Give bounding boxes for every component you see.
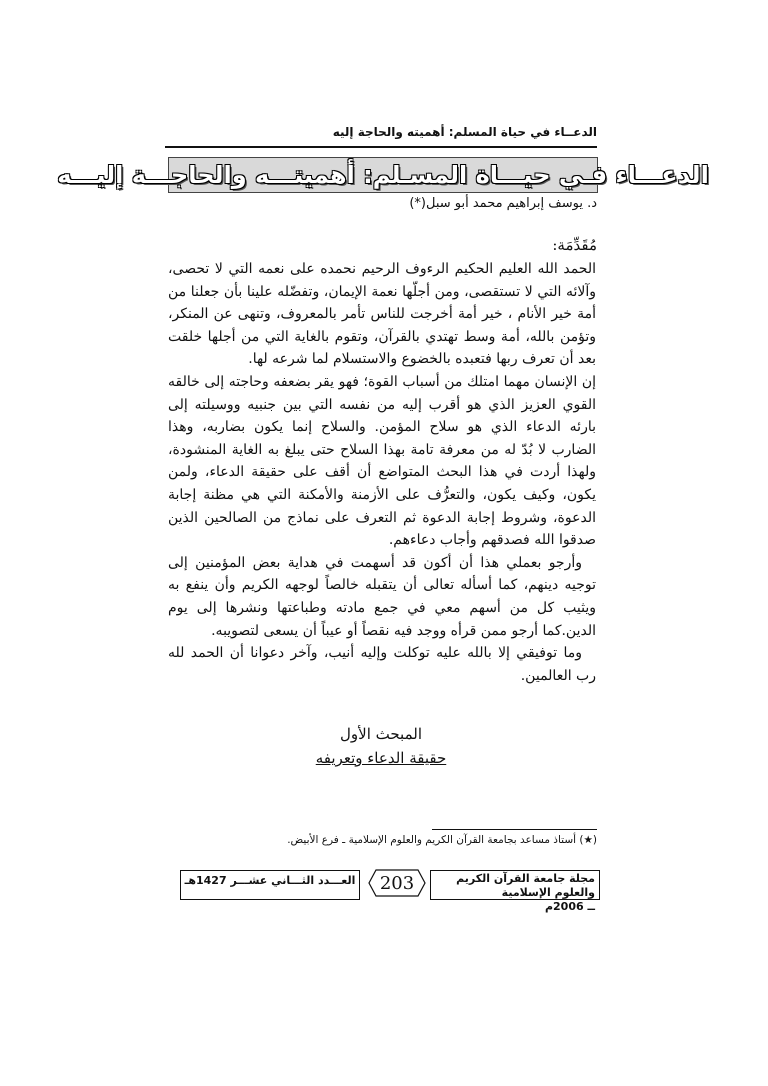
section-subtitle: حقيقة الدعاء وتعريفه (315, 749, 447, 767)
footer-journal-name: مجلة جامعة القرآن الكريم والعلوم الإسلامية (456, 872, 595, 899)
article-title: الدعـــاء فـي حيـــاة المسـلم: أهميتـــه والحاجـــة إليـــه (57, 161, 709, 189)
intro-heading: مُقَدِّمَة: (552, 236, 597, 254)
article-title-box (57, 157, 709, 193)
footnote-rule (432, 829, 597, 830)
header-rule (165, 146, 597, 148)
paragraph: إن الإنسان مهما امتلك من أسباب القوة؛ فهو يقر بضعفه وحاجته إلى خالقه القوي العزيز الذي هو أقرب إليه من نفسه التي بين جنبيه ووسيلته إلى بارئه الدعاء الذي هو سلاح المؤمن. والسلاح إنما يكون بضاربه، وهذا الضارب لا بُدّ له من معرفة تامة بهذا السلاح حتى يبلغ به الغاية المنشودة، ولهذا أردت في هذا البحث المتواضع أن أقف على حقيقة الدعاء، ولمن يكون، وكيف يكون، والتعرُّف على الأزمنة والأمكنة التي هي مظنة إجابة الدعوة، وشروط إجابة الدعوة ثم التعرف على نماذج من الصالحين الذين صدقوا الله فصدقهم وأجاب دعاءهم. (168, 373, 596, 549)
article-body (168, 258, 596, 687)
section-title: المبحث الأول (340, 725, 422, 743)
section-headings (165, 722, 597, 770)
footer-journal-box (430, 870, 600, 913)
paragraph: وما توفيقي إلا بالله عليه توكلت وإليه أنيب، وآخر دعوانا أن الحمد لله رب العالمين. (168, 645, 596, 684)
paragraph: وأرجو بعملي هذا أن أكون قد أسهمت في هداية بعض المؤمنين إلى توجيه دينهم، كما أسأله تعالى أن يتقبله خالصاً لوجهه الكريم وأن ينفع به ويثيب كل من أسهم معي في جمع مادته وطباعتها ونشرها إلى يوم الدين.كما أرجو ممن قرأه ووجد فيه نقصاً أو عيباً أن يسعى لتصويبه. (168, 554, 596, 639)
author-line: د. يوسف إبراهيم محمد أبو سبل(*) (409, 196, 597, 211)
footer-issue: العـــدد الثـــاني عشـــر 1427هـ (184, 874, 356, 887)
footer-issue-box (180, 870, 360, 900)
footer-journal-year: ــ 2006م (544, 900, 595, 913)
running-header: الدعــاء في حياة المسلم: أهميته والحاجة إليه (332, 125, 597, 139)
page-number: 203 (379, 872, 415, 894)
page-number-badge (368, 868, 426, 898)
footnote: (★) أستاذ مساعد بجامعة القرآن الكريم والعلوم الإسلامية ـ فرع الأبيض. (287, 834, 597, 846)
paragraph: الحمد الله العليم الحكيم الرءوف الرحيم نحمده على نعمه التي لا تحصى، وآلائه التي لا تستقصى، ومن أجلّها نعمة الإيمان، وتفضّله علينا بأن جعلنا من أمة خير الأنام ، خير أمة أخرجت للناس تأمر بالمعروف، وتنهى عن المنكر، وتؤمن بالله، أمة وسط تهتدي بالقرآن، وتقوم بالغاية التي من أجلها خلقت بعد أن تعرف ربها فتعبده بالخضوع والاستسلام لما شرعه لها. (168, 261, 596, 368)
